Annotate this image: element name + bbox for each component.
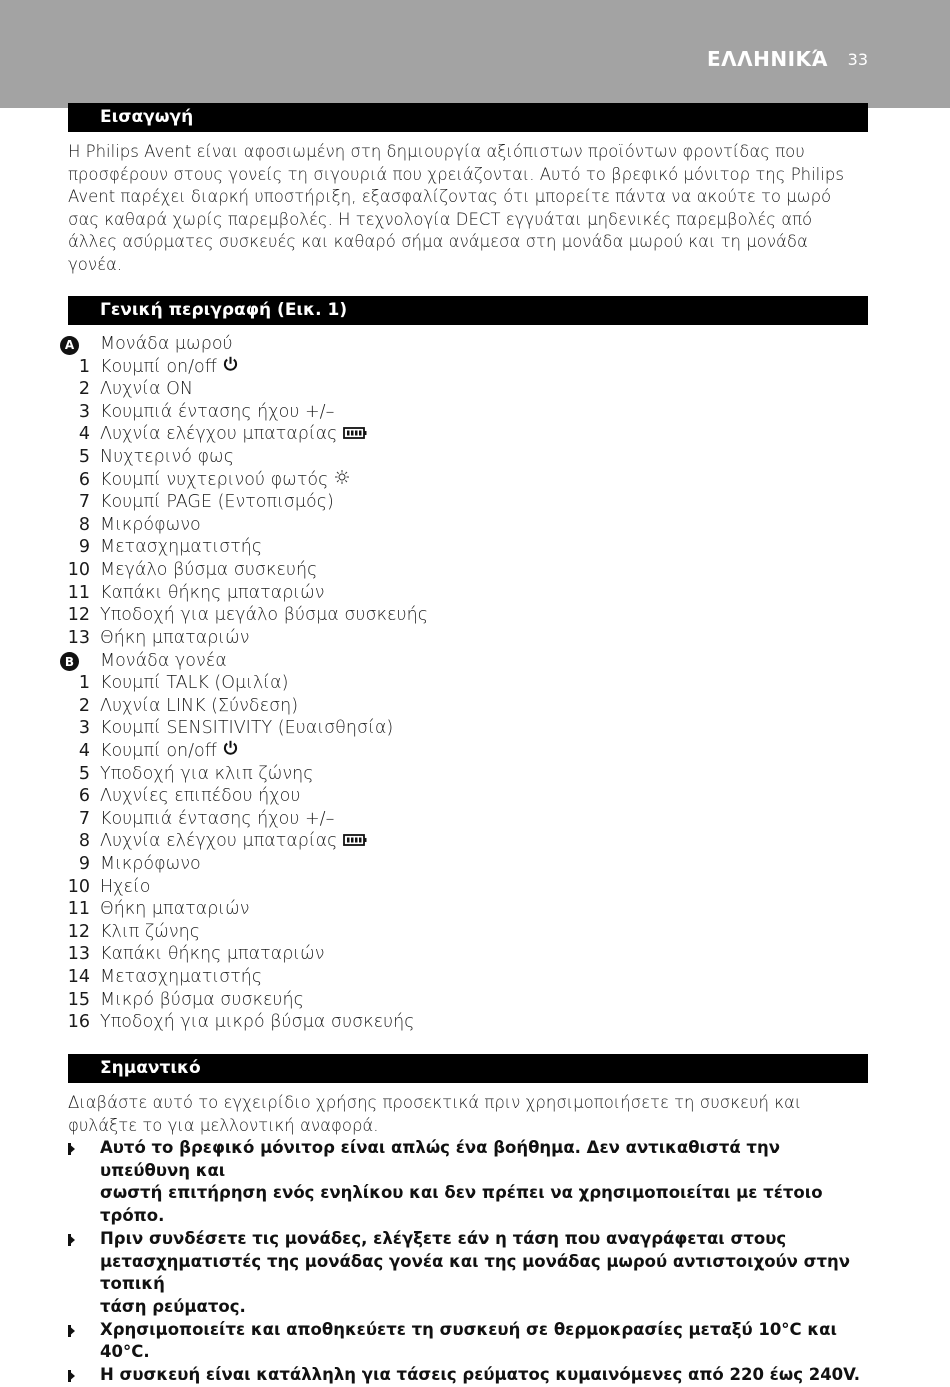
item-label: Θήκη μπαταριών [100,627,250,648]
list-item [60,469,760,492]
item-label: Μεγάλο βύσμα συσκευής [100,560,318,581]
item-number: 8 [78,514,90,535]
item-label: Κουμπί νυχτερινού φωτός [100,469,329,490]
list-item [60,401,760,424]
intro-paragraph [68,141,868,277]
list-item [60,921,760,944]
bullet-arrow-icon [68,1370,75,1382]
item-number: 12 [67,921,90,942]
intro-line: γονέα. [68,254,123,274]
item-number: 1 [78,673,90,694]
battery-icon [343,830,367,853]
list-item [60,650,760,673]
item-number: 1 [78,356,90,377]
list-item [60,582,760,605]
list-item [60,333,760,356]
intro-line: Η Philips Avent είναι αφοσιωμένη στη δημιουργία αξιόπιστων προϊόντων φροντίδας που [68,142,805,161]
list-item [60,830,760,853]
list-item [60,378,760,401]
item-label: Μικρόφωνο [100,514,201,535]
bullet-arrow-icon [68,1325,75,1337]
item-label: Υποδοχή για κλιπ ζώνης [100,763,314,784]
item-label: Κουμπί on/off [100,740,217,761]
intro-line: προσφέρουν στους γονείς τη σιγουριά που χρειάζονται. Αυτό το βρεφικό μόνιτορ της Philips [68,164,844,184]
item-label: Μονάδα γονέα [100,650,227,671]
item-number: 6 [78,786,90,807]
intro-line: σας καθαρά χωρίς παρεμβολές. Η τεχνολογία DECT εγγυάται μηδενικές παρεμβολές από [68,209,813,229]
section-heading-intro: Εισαγωγή [68,103,868,132]
item-number: 9 [78,537,90,558]
list-item [60,446,760,469]
important-line: Διαβάστε αυτό το εγχειρίδιο χρήσης προσεκτικά πριν χρησιμοποιήσετε τη συσκευή και [68,1093,802,1112]
list-item [60,717,760,740]
item-number: 7 [78,808,90,829]
item-number: 8 [78,831,90,852]
item-number: 2 [78,379,90,400]
item-label: Λυχνία ελέγχου μπαταρίας [100,424,338,445]
section-letter-badge: B [60,652,79,671]
bullet-line: Αυτό το βρεφικό μόνιτορ είναι απλώς ένα βοήθημα. Δεν αντικαθιστά την υπεύθυνη και [100,1138,780,1180]
item-label: Κουμπιά έντασης ήχου +/– [100,808,335,829]
list-item [60,672,760,695]
list-item [60,876,760,899]
item-label: Λυχνία LINK (Σύνδεση) [100,695,299,716]
header-bar [0,0,950,108]
item-label: Λυχνία ON [100,379,193,400]
item-number: 6 [78,469,90,490]
item-label: Θήκη μπαταριών [100,899,250,920]
list-item [60,740,760,763]
list-item [60,491,760,514]
item-label: Λυχνία ελέγχου μπαταρίας [100,831,338,852]
item-label: Υποδοχή για μεγάλο βύσμα συσκευής [100,605,428,626]
item-label: Κλιπ ζώνης [100,921,201,942]
warning-list [68,1137,868,1387]
item-label: Κουμπί on/off [100,356,217,377]
item-number: 16 [67,1012,90,1033]
bullet-line: Χρησιμοποιείτε και αποθηκεύετε τη συσκευή σε θερμοκρασίες μεταξύ 10°C και 40°C. [100,1319,837,1362]
important-paragraph [68,1092,868,1137]
warning-bullet [68,1228,868,1319]
item-label: Κουμπιά έντασης ήχου +/– [100,401,335,422]
item-label: Υποδοχή για μικρό βύσμα συσκευής [100,1012,415,1033]
list-item [60,356,760,379]
item-number: 10 [67,560,90,581]
item-number: 4 [78,740,90,761]
warning-bullet [68,1137,868,1228]
item-number: 9 [78,854,90,875]
item-number: 4 [78,424,90,445]
list-item [60,627,760,650]
item-number: 13 [67,944,90,965]
language-label: ΕΛΛΗΝΙΚΆ [707,47,828,71]
item-number: 13 [67,627,90,648]
list-item [60,966,760,989]
list-item [60,808,760,831]
item-number: 3 [78,718,90,739]
bullet-line: μετασχηματιστές της μονάδας γονέα και της μονάδας μωρού αντιστοιχούν στην τοπική [100,1251,851,1294]
list-item [60,1011,760,1034]
list-item [60,559,760,582]
list-item [60,423,760,446]
item-number: 15 [67,989,90,1010]
item-label: Μικρό βύσμα συσκευής [100,989,304,1010]
list-item [60,695,760,718]
item-number: 2 [78,695,90,716]
warning-bullet [68,1364,868,1387]
item-label: Μικρόφωνο [100,854,201,875]
sun-icon [334,469,350,492]
item-number: 5 [78,447,90,468]
section-heading-general-description: Γενική περιγραφή (Εικ. 1) [68,296,868,325]
page-number: 33 [847,50,868,69]
item-number: 14 [67,967,90,988]
item-label: Νυχτερινό φως [100,447,234,468]
item-label: Λυχνίες επιπέδου ήχου [100,786,301,807]
item-number: 7 [78,492,90,513]
list-item [60,785,760,808]
bullet-arrow-icon [68,1234,75,1246]
item-label: Κουμπί TALK (Ομιλία) [100,673,289,694]
bullet-line: τάση ρεύματος. [100,1296,246,1316]
item-number: 10 [67,876,90,897]
intro-line: Avent παρέχει διαρκή υποστήριξη, εξασφαλίζοντας ότι μπορείτε πάντα να ακούτε το μωρό [68,187,832,207]
section-heading-important: Σημαντικό [68,1054,868,1083]
item-label: Καπάκι θήκης μπαταριών [100,944,325,965]
item-label: Μονάδα μωρού [100,334,233,354]
list-item [60,898,760,921]
list-item [60,989,760,1012]
parts-list [60,333,760,1034]
item-label: Κουμπί SENSITIVITY (Ευαισθησία) [100,718,394,739]
bullet-line: Πριν συνδέσετε τις μονάδες, ελέγξετε εάν η τάση που αναγράφεται στους [100,1228,787,1248]
bullet-line: Η συσκευή είναι κατάλληλη για τάσεις ρεύματος κυμαινόμενες από 220 έως 240V. [100,1365,861,1385]
item-number: 11 [67,899,90,920]
section-letter-badge: A [60,336,79,355]
intro-line: άλλες ασύρματες συσκευές και καθαρό σήμα ανάμεσα στη μονάδα μωρού και τη μονάδα [68,232,808,252]
bullet-arrow-icon [68,1143,75,1155]
item-label: Κουμπί PAGE (Εντοπισμός) [100,492,334,513]
list-item [60,943,760,966]
list-item [60,853,760,876]
bullet-line: σωστή επιτήρηση ενός ενηλίκου και δεν πρέπει να χρησιμοποιείται με τέτοιο τρόπο. [100,1183,823,1226]
item-number: 5 [78,763,90,784]
list-item [60,536,760,559]
item-label: Καπάκι θήκης μπαταριών [100,582,325,603]
item-number: 12 [67,605,90,626]
list-item [60,763,760,786]
list-item [60,604,760,627]
item-label: Μετασχηματιστής [100,537,263,558]
item-label: Ηχείο [100,876,151,897]
item-number: 3 [78,401,90,422]
list-item [60,514,760,537]
battery-icon [343,423,367,446]
power-icon [223,356,238,379]
power-icon [223,740,238,763]
item-number: 11 [67,582,90,603]
important-line: φυλάξτε το για μελλοντική αναφορά. [68,1115,379,1135]
warning-bullet [68,1319,868,1364]
item-label: Μετασχηματιστής [100,967,263,988]
